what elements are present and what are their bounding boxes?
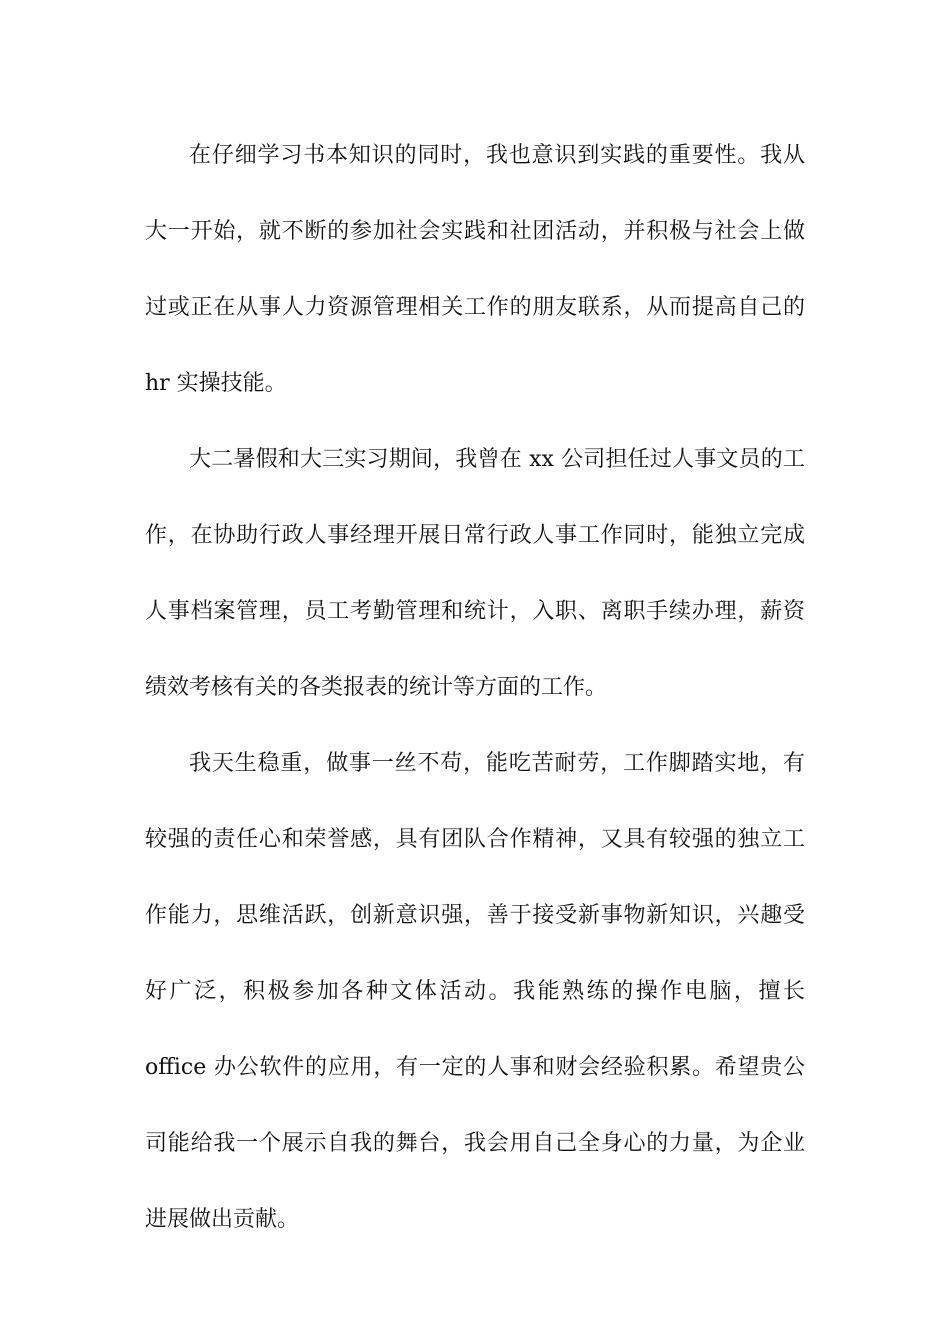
- paragraph-line: 司能给我一个展示自我的舞台，我会用自己全身心的力量，为企业: [145, 1131, 805, 1156]
- paragraph-internship: [145, 424, 805, 728]
- paragraph-practice: [145, 120, 805, 424]
- paragraph-line: 大二暑假和大三实习期间，我曾在 xx 公司担任过人事文员的工: [189, 447, 805, 472]
- paragraph-line: 我天生稳重，做事一丝不苟，能吃苦耐劳，工作脚踏实地，有: [189, 751, 805, 776]
- paragraph-personality: [145, 728, 805, 1260]
- paragraph-line: 作，在协助行政人事经理开展日常行政人事工作同时，能独立完成: [145, 523, 805, 548]
- paragraph-line: 作能力，思维活跃，创新意识强，善于接受新事物新知识，兴趣受: [145, 903, 805, 928]
- paragraph-line: office 办公软件的应用，有一定的人事和财会经验积累。希望贵公: [145, 1055, 805, 1080]
- paragraph-line: hr 实操技能。: [145, 371, 287, 396]
- paragraph-line: 好广泛，积极参加各种文体活动。我能熟练的操作电脑，擅长: [145, 979, 805, 1004]
- paragraph-line: 绩效考核有关的各类报表的统计等方面的工作。: [145, 675, 608, 700]
- document-body: [145, 120, 805, 1260]
- paragraph-line: 在仔细学习书本知识的同时，我也意识到实践的重要性。我从: [189, 143, 805, 168]
- paragraph-line: 大一开始，就不断的参加社会实践和社团活动，并积极与社会上做: [145, 219, 805, 244]
- paragraph-line: 人事档案管理，员工考勤管理和统计，入职、离职手续办理，薪资: [145, 599, 805, 624]
- paragraph-line: 过或正在从事人力资源管理相关工作的朋友联系，从而提高自己的: [145, 295, 805, 320]
- paragraph-line: 进展做出贡献。: [145, 1207, 300, 1232]
- paragraph-line: 较强的责任心和荣誉感，具有团队合作精神，又具有较强的独立工: [145, 827, 805, 852]
